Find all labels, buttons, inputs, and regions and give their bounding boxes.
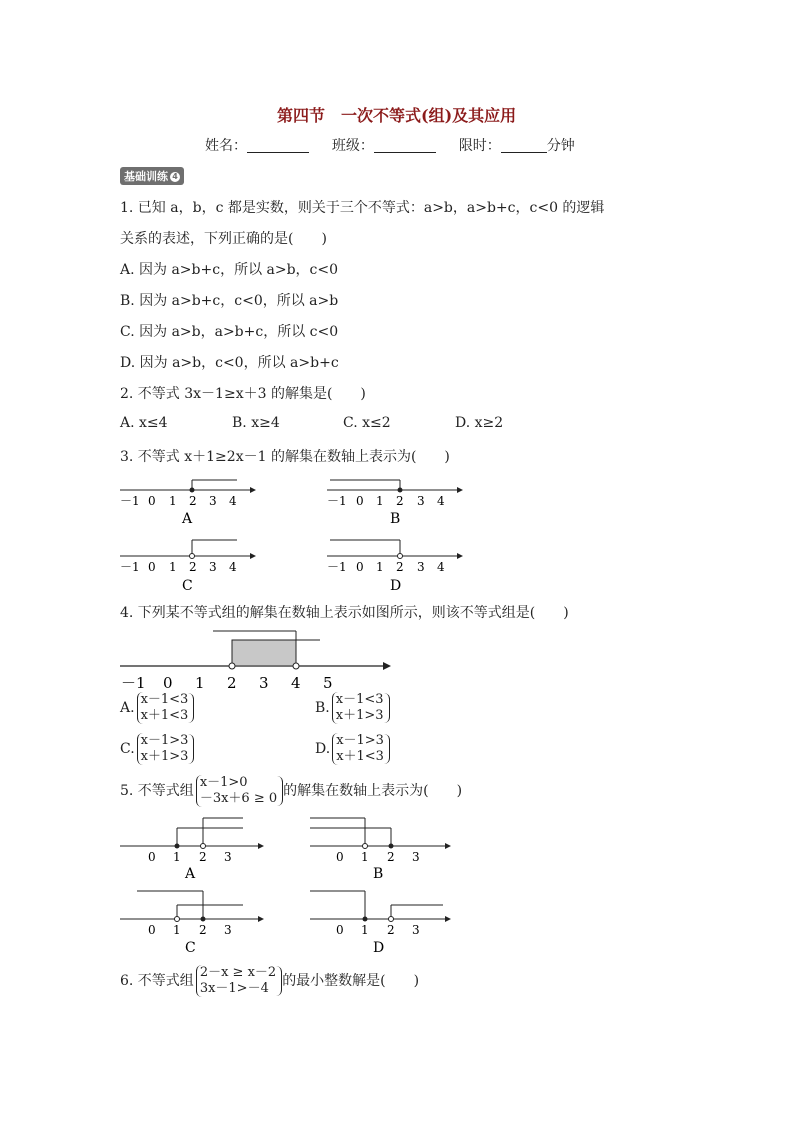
q3c-tick-1: 1 xyxy=(169,560,177,574)
section-badge-label: 基础训练 xyxy=(124,170,168,183)
q5a-tick-3: 3 xyxy=(224,850,232,864)
q1-stem-line1: 1. 已知 a，b，c 都是实数，则关于三个不等式：a>b，a>b+c，c<0 的逻辑 xyxy=(120,200,605,216)
q4d-line1: x－1>3 xyxy=(336,733,384,748)
q5c-tick-3: 3 xyxy=(224,923,232,937)
q3b-tick-0: 0 xyxy=(356,494,364,508)
q3b-tick-1: 1 xyxy=(376,494,384,508)
q3c-tick-0: 0 xyxy=(148,560,156,574)
q3a-tick-1: 1 xyxy=(169,494,177,508)
q3-option-d-line xyxy=(327,540,463,594)
q3-stem: 3. 不等式 x＋1≥2x－1 的解集在数轴上表示为( ) xyxy=(120,449,450,465)
q4a-line2: x＋1<3 xyxy=(140,708,189,723)
q1-stem-line2: 关系的表述，下列正确的是( ) xyxy=(120,231,327,247)
q4-tick-2: 2 xyxy=(227,674,237,692)
q4-option-b-label: B. xyxy=(315,700,330,716)
class-label: 班级： xyxy=(331,138,374,154)
q3b-tick-4: 4 xyxy=(437,494,445,508)
name-label: 姓名： xyxy=(205,138,247,154)
q5b-tick-2: 2 xyxy=(387,850,395,864)
q5c-tick-1: 1 xyxy=(173,923,181,937)
q3-option-b-line xyxy=(327,480,463,527)
q3-option-a-line xyxy=(120,480,256,527)
q3-option-c-line xyxy=(120,540,256,594)
q5-option-c-line xyxy=(120,891,264,956)
q5-sys-line1: x－1>0 xyxy=(199,775,248,790)
q5d-tick-0: 0 xyxy=(336,923,344,937)
q5c-tick-2: 2 xyxy=(199,923,207,937)
q4-option-a xyxy=(120,692,194,724)
q5-sys-line2: －3x＋6 ≥ 0 xyxy=(199,791,278,806)
q3c-tick-3: 3 xyxy=(209,560,217,574)
q5-stem xyxy=(120,775,462,807)
q6-sys-line2: 3x－1>－4 xyxy=(199,981,269,996)
page-title: 第四节 一次不等式(组)及其应用 xyxy=(277,106,517,125)
q6-sys-line1: 2－x ≥ x－2 xyxy=(199,965,277,980)
q4a-line1: x－1<3 xyxy=(140,692,189,707)
q5b-tick-3: 3 xyxy=(412,850,420,864)
q4c-line1: x－1>3 xyxy=(140,733,189,748)
q3c-tick-m1: －1 xyxy=(120,560,140,574)
q4b-line1: x－1<3 xyxy=(335,692,384,707)
q3b-tick-3: 3 xyxy=(417,494,425,508)
time-unit: 分钟 xyxy=(546,138,575,154)
q3-label-a: A xyxy=(182,511,193,527)
section-badge-number: 4 xyxy=(170,172,180,182)
q5b-tick-1: 1 xyxy=(361,850,369,864)
q5-label-a: A xyxy=(185,866,196,882)
q3d-tick-3: 3 xyxy=(417,560,425,574)
q3a-tick-0: 0 xyxy=(148,494,156,508)
q3-label-d: D xyxy=(390,578,402,594)
q4-tick-3: 3 xyxy=(259,674,269,692)
q4-option-a-label: A. xyxy=(120,700,135,716)
q2-stem: 2. 不等式 3x－1≥x＋3 的解集是( ) xyxy=(120,386,366,402)
q2-option-a: A. x≤4 xyxy=(120,415,168,431)
q3-number-lines xyxy=(112,478,482,598)
q5-stem-post: 的解集在数轴上表示为( ) xyxy=(283,783,463,799)
q4-option-c xyxy=(120,733,194,765)
q4-tick-m1: －1 xyxy=(121,674,146,692)
q5c-tick-0: 0 xyxy=(148,923,156,937)
q5d-tick-1: 1 xyxy=(361,923,369,937)
q4b-line2: x＋1>3 xyxy=(335,708,384,723)
q4-tick-5: 5 xyxy=(323,674,333,692)
q6-stem-pre: 6. 不等式组 xyxy=(120,973,194,989)
q3d-tick-0: 0 xyxy=(356,560,364,574)
q3-label-c: C xyxy=(182,578,193,594)
q5-option-b-line xyxy=(310,818,451,882)
q5b-tick-0: 0 xyxy=(336,850,344,864)
q2-option-b: B. x≥4 xyxy=(232,415,280,431)
q5d-tick-2: 2 xyxy=(387,923,395,937)
q5a-tick-1: 1 xyxy=(173,850,181,864)
q4-option-d-label: D. xyxy=(315,741,331,757)
q5-label-d: D xyxy=(373,940,385,956)
q3-label-b: B xyxy=(390,511,401,527)
q4-tick-4: 4 xyxy=(291,674,301,692)
q5-label-b: B xyxy=(373,866,384,882)
time-blank[interactable] xyxy=(501,138,547,153)
q3c-tick-2: 2 xyxy=(189,560,197,574)
q5a-tick-0: 0 xyxy=(148,850,156,864)
q3b-tick-2: 2 xyxy=(396,494,404,508)
q6-stem-post: 的最小整数解是( ) xyxy=(282,973,420,989)
q3a-tick-4: 4 xyxy=(229,494,237,508)
q5-label-c: C xyxy=(185,940,196,956)
q3d-tick-m1: －1 xyxy=(327,560,347,574)
q3c-tick-4: 4 xyxy=(229,560,237,574)
q3a-tick-2: 2 xyxy=(189,494,197,508)
q4-tick-0: 0 xyxy=(163,674,173,692)
q3a-tick-m1: －1 xyxy=(120,494,140,508)
name-blank[interactable] xyxy=(247,138,309,153)
q4-number-line xyxy=(115,626,405,694)
section-badge xyxy=(120,167,184,185)
q1-option-a: A. 因为 a>b+c，所以 a>b，c<0 xyxy=(120,262,339,278)
q4-option-b xyxy=(315,692,390,724)
q3d-tick-2: 2 xyxy=(396,560,404,574)
q5-option-a-line xyxy=(120,818,264,882)
class-blank[interactable] xyxy=(374,138,436,153)
q4-tick-1: 1 xyxy=(195,674,205,692)
q4d-line2: x＋1<3 xyxy=(336,749,384,764)
q1-option-c: C. 因为 a>b，a>b+c，所以 c<0 xyxy=(120,324,339,340)
q5d-tick-3: 3 xyxy=(412,923,420,937)
student-info-line xyxy=(205,135,575,155)
q4-option-d xyxy=(315,733,390,765)
time-label: 限时： xyxy=(458,138,501,154)
q2-option-c: C. x≤2 xyxy=(343,415,391,431)
q5a-tick-2: 2 xyxy=(199,850,207,864)
q1-option-d: D. 因为 a>b，c<0，所以 a>b+c xyxy=(120,355,339,371)
q1-option-b: B. 因为 a>b+c，c<0，所以 a>b xyxy=(120,293,339,309)
q4c-line2: x＋1>3 xyxy=(140,749,189,764)
q5-stem-pre: 5. 不等式组 xyxy=(120,783,194,799)
q3a-tick-3: 3 xyxy=(209,494,217,508)
q3b-tick-m1: －1 xyxy=(327,494,347,508)
q5-number-lines xyxy=(115,814,460,959)
q6-stem xyxy=(120,965,419,997)
q5-option-d-line xyxy=(310,891,451,956)
q3d-tick-4: 4 xyxy=(437,560,445,574)
q2-option-d: D. x≥2 xyxy=(455,415,504,431)
q4-stem: 4. 下列某不等式组的解集在数轴上表示如图所示，则该不等式组是( ) xyxy=(120,605,569,621)
q4-option-c-label: C. xyxy=(120,741,135,757)
q3d-tick-1: 1 xyxy=(376,560,384,574)
